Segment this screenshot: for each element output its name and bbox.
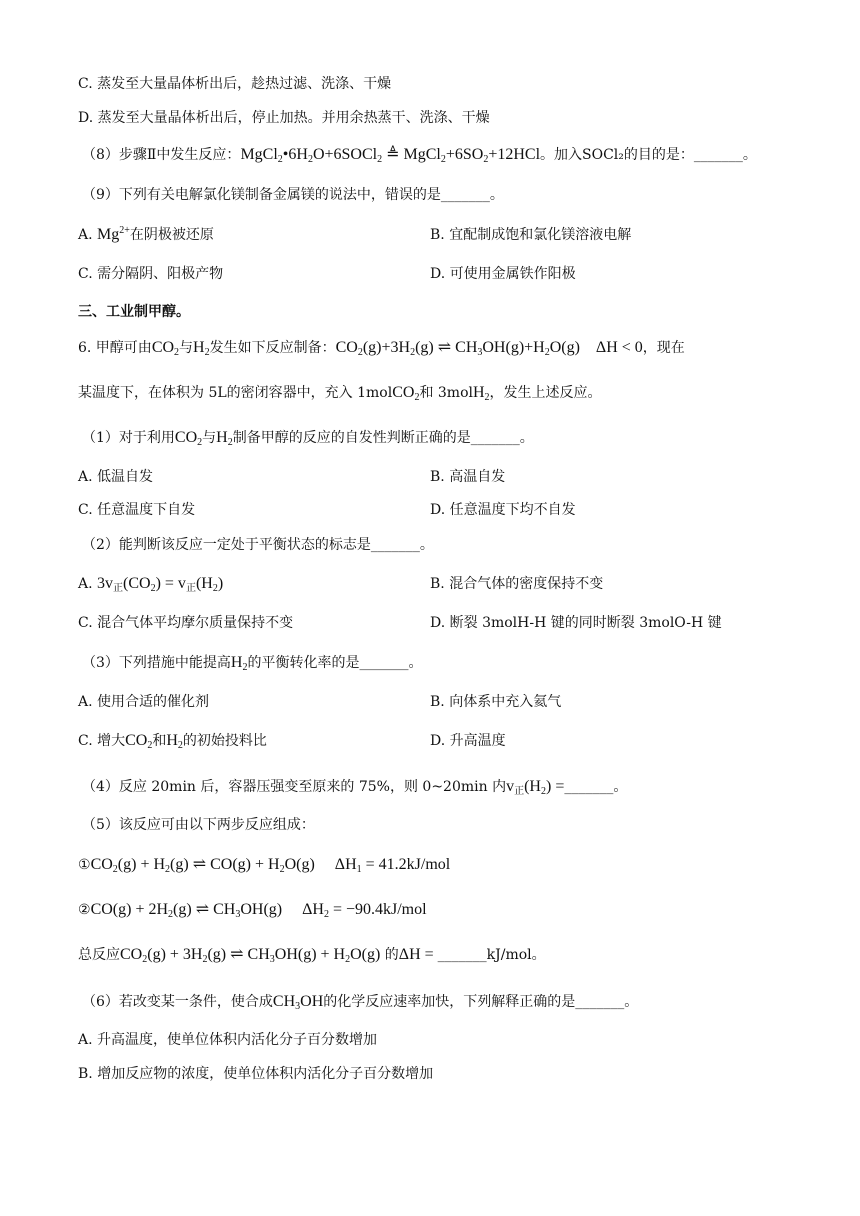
q6-2-option-a: A. $3v_正(CO_2) = v_正(H_2)$ xyxy=(78,575,224,594)
q6-1-option-b: B. 高温自发 xyxy=(430,469,506,485)
q6-2-stem: （2）能判断该反应一定处于平衡状态的标志是_______。 xyxy=(82,537,434,553)
q6-3-stem: （3）下列措施中能提高$H_2$的平衡转化率的是_______。 xyxy=(82,654,423,673)
q9-option-d: D. 可使用金属铁作阳极 xyxy=(430,266,576,282)
q6-3-option-b: B. 向体系中充入氦气 xyxy=(430,694,562,710)
q6-2-option-d: D. 断裂 3molH-H 键的同时断裂 3molO-H 键 xyxy=(430,615,722,631)
reaction-2: ②CO(g) + $2H_2(g)$ ⇌ $CH_3OH(g)$ $\Delta H_2 = -90.4kJ/mol$ xyxy=(78,901,427,920)
q6-1-option-a: A. 低温自发 xyxy=(78,469,154,485)
q5-option-c: C. 蒸发至大量晶体析出后，趁热过滤、洗涤、干燥 xyxy=(78,76,392,92)
q5-option-d: D. 蒸发至大量晶体析出后，停止加热。并用余热蒸干、洗涤、干燥 xyxy=(78,110,490,126)
q6-2-option-c: C. 混合气体平均摩尔质量保持不变 xyxy=(78,615,294,631)
q6-stem-line2: 某温度下，在体积为 5L的密闭容器中，充入 1molCO$_2$和 3molH$_2$，发生上述反应。 xyxy=(78,384,602,403)
q9-option-b: B. 宜配制成饱和氯化镁溶液电解 xyxy=(430,227,632,243)
q6-6-option-b: B. 增加反应物的浓度，使单位体积内活化分子百分数增加 xyxy=(78,1066,434,1082)
q6-1-option-c: C. 任意温度下自发 xyxy=(78,502,196,518)
q6-3-option-c: C. 增大$CO_2$和$H_2$的初始投料比 xyxy=(78,732,267,751)
q6-4-stem: （4）反应 20min 后，容器压强变至原来的 75%，则 0~20min 内$v_正(H_2)$ =_______。 xyxy=(82,778,628,797)
q8-stem: （8）步骤Ⅱ中发生反应：$MgCl_2•6H_2O+6SOCl_2$ ≜ $MgCl_2+6SO_2+12HCl$。加入SOCl₂的目的是：_______。 xyxy=(82,146,757,165)
q6-1-option-d: D. 任意温度下均不自发 xyxy=(430,502,576,518)
q6-3-option-d: D. 升高温度 xyxy=(430,733,506,749)
q6-6-option-a: A. 升高温度，使单位体积内活化分子百分数增加 xyxy=(78,1032,378,1048)
q6-1-stem: （1）对于利用$CO_2$与$H_2$制备甲醇的反应的自发性判断正确的是_______。 xyxy=(82,429,534,448)
total-reaction: 总反应$CO_2(g) + 3H_2(g)$ ⇌ $CH_3OH(g) + H_2O(g)$ 的ΔH = _______kJ/mol。 xyxy=(78,946,546,965)
q6-5-stem: （5）该反应可由以下两步反应组成： xyxy=(82,817,315,833)
q9-option-a: A. $Mg^{2+}$在阴极被还原 xyxy=(78,225,214,243)
q9-option-c: C. 需分隔阴、阳极产物 xyxy=(78,266,224,282)
q9-stem: （9）下列有关电解氯化镁制备金属镁的说法中，错误的是_______。 xyxy=(82,187,504,203)
q6-6-stem: （6）若改变某一条件，使合成$CH_3OH$的化学反应速率加快，下列解释正确的是_______。 xyxy=(82,993,639,1012)
section-title: 三、工业制甲醇。 xyxy=(78,304,190,320)
q6-3-option-a: A. 使用合适的催化剂 xyxy=(78,694,210,710)
q6-stem-line1: 6. 甲醇可由$CO_2$与$H_2$发生如下反应制备：$CO_2(g)+3H_2(g)$ ⇌ $CH_3OH(g)+H_2O(g)$ ΔH < 0，现在 xyxy=(78,339,685,358)
reaction-1: $①CO_2(g) + H_2(g)$ ⇌ $CO(g) + H_2O(g)$ $\Delta H_1 = 41.2kJ/mol$ xyxy=(78,856,451,875)
q6-2-option-b: B. 混合气体的密度保持不变 xyxy=(430,576,604,592)
